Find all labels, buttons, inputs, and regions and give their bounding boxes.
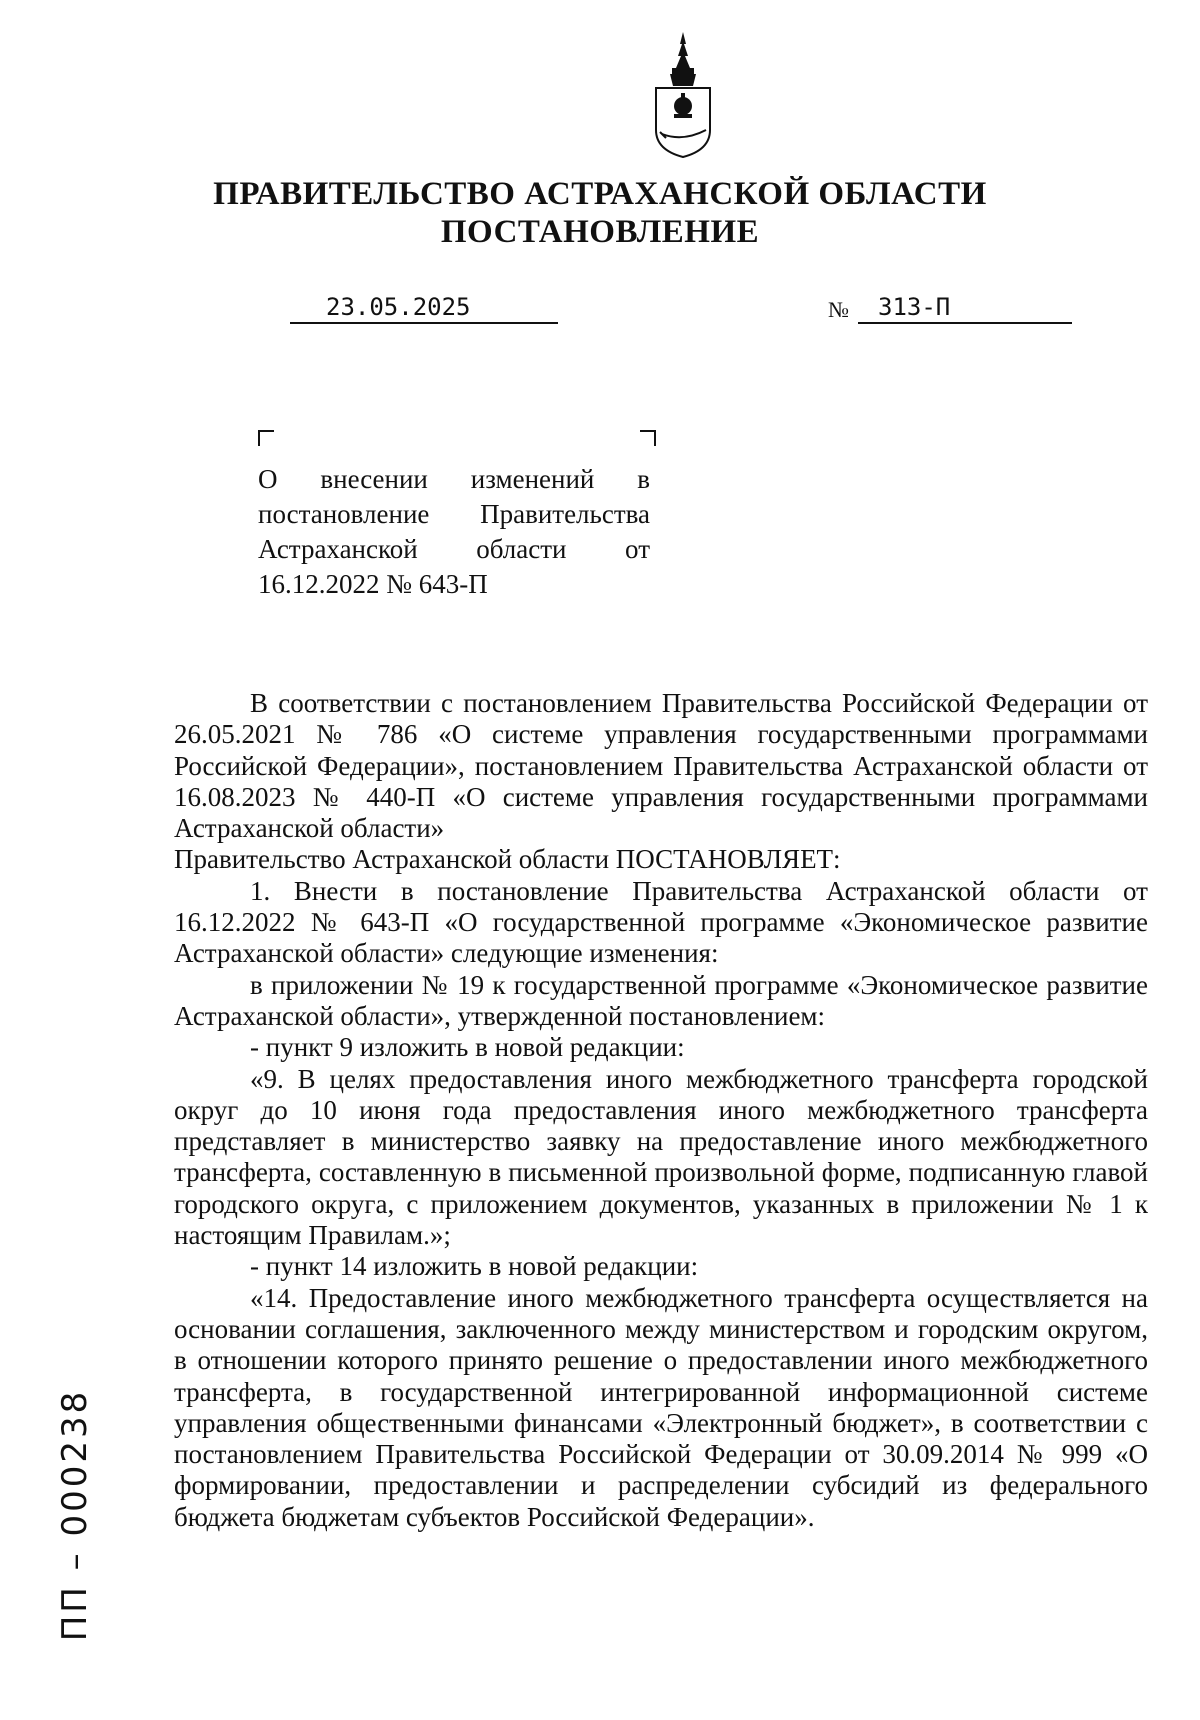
subject-corner-right	[640, 430, 656, 446]
point-14-text: «14. Предоставление иного межбюджетного трансферта осуществляется на основании соглашения, заключенного между министерством и городским округом, в отношении которого принято решение о предоставлении иного межбюджетного трансферта, в государственной интегрированной информационной системе управления общественными финансами «Электронный бюджет», в соответствии с постановлением Правительства Российской Федерации от 30.09.2014 № 999 «О формировании, предоставлении и распределении субсидий из федерального бюджета бюджетам субъектов Российской Федерации».	[174, 1282, 1148, 1532]
point-14-intro: - пункт 14 изложить в новой редакции:	[250, 1251, 699, 1282]
document-subject: О внесении изменений в постановление Правительства Астраханской области от 16.12.2022 № 643-П	[258, 464, 650, 599]
document-number-label: №	[828, 297, 849, 322]
point-9-text: «9. В целях предоставления иного межбюджетного трансферта городской округ до 10 июня года предоставления иного межбюджетного трансферта представляет в министерство заявку на предоставление иного межбюджетного трансферта, составленную в письменной произвольной форме, подписанную главой городского округа, с приложением документов, указанных в приложении № 1 к настоящим Правилам.»;	[174, 1063, 1148, 1251]
document-number: 313-П	[858, 292, 1072, 324]
margin-stamp	[30, 1388, 120, 1642]
coat-of-arms-emblem	[648, 30, 718, 160]
document-date: 23.05.2025	[290, 292, 558, 324]
resolves-paragraph: Правительство Астраханской области ПОСТАНОВЛЯЕТ:	[174, 844, 841, 875]
margin-stamp-text: ПП – 000238	[55, 1388, 95, 1642]
government-title: ПРАВИТЕЛЬСТВО АСТРАХАНСКОЙ ОБЛАСТИ	[213, 176, 987, 212]
subject-corner-left	[258, 430, 274, 446]
point-9-intro: - пункт 9 изложить в новой редакции:	[250, 1032, 685, 1063]
preamble-paragraph: В соответствии с постановлением Правительства Российской Федерации от 26.05.2021 № 786 «О системе управления государственными программами Российской Федерации», постановлением Правительства Астраханской области от 16.08.2023 № 440-П «О системе управления государственными программами Астраханской области»	[174, 688, 1148, 844]
item-1-paragraph: 1. Внести в постановление Правительства Астраханской области от 16.12.2022 № 643-П «О государственной программе «Экономическое развитие Астраханской области» следующие изменения:	[174, 875, 1148, 969]
document-type-title: ПОСТАНОВЛЕНИЕ	[440, 214, 760, 250]
appendix-paragraph: в приложении № 19 к государственной программе «Экономическое развитие Астраханской области», утвержденной постановлением:	[174, 969, 1148, 1031]
document-body	[174, 688, 1148, 1533]
